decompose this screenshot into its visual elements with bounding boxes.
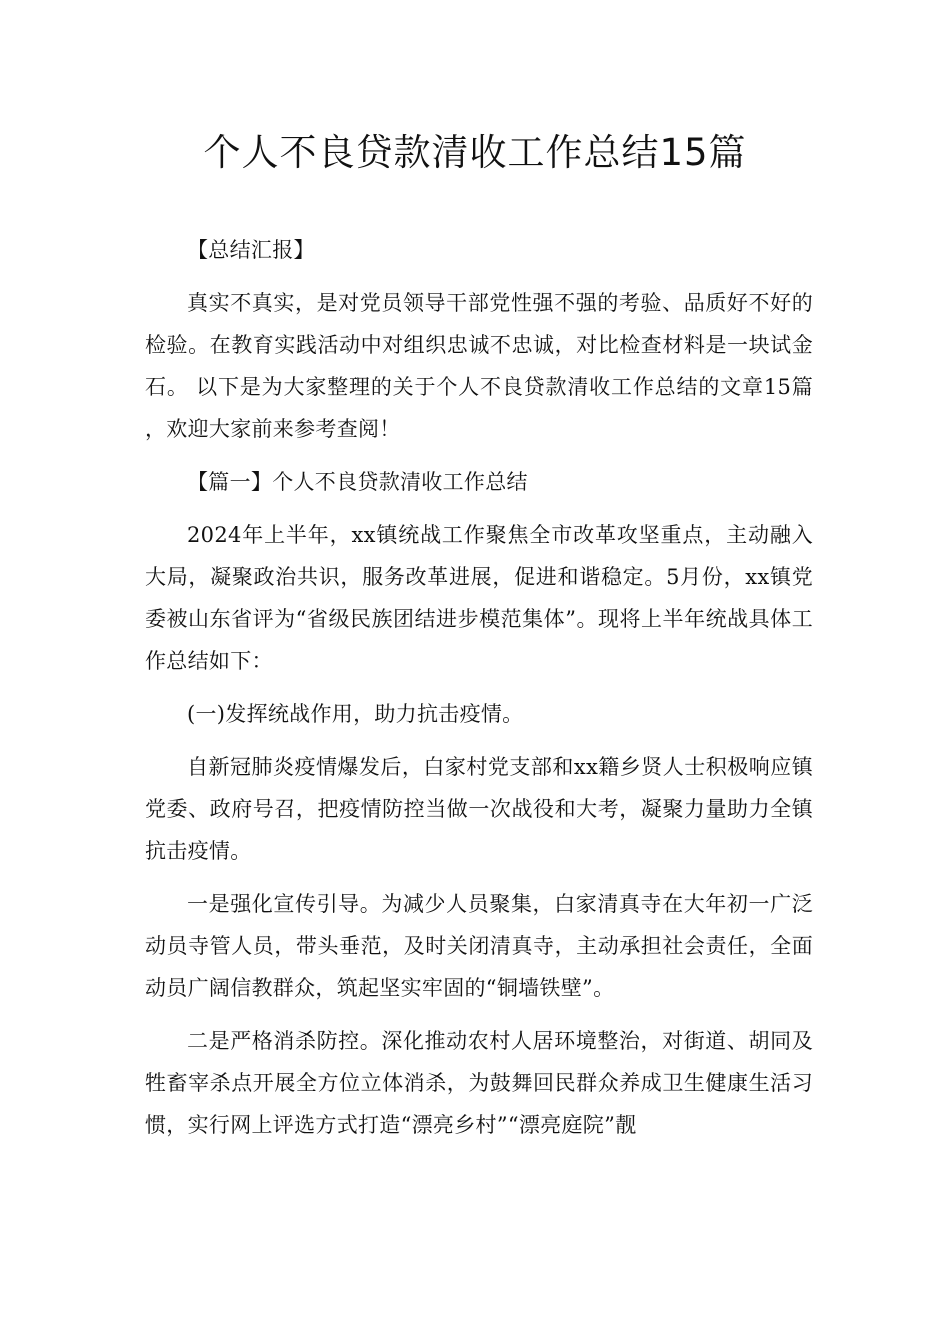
body-paragraph: 一是强化宣传引导。为减少人员聚集，白家清真寺在大年初一广泛动员寺管人员，带头垂范，及时关闭清真寺，主动承担社会责任，全面动员广阔信教群众，筑起坚实牢固的“铜墙铁壁”。 [145, 892, 813, 1000]
document-body [145, 229, 813, 1146]
document-title: 个人不良贷款清收工作总结15篇 [203, 131, 747, 174]
intro-paragraph: 真实不真实，是对党员领导干部党性强不强的考验、品质好不好的检验。在教育实践活动中对组织忠诚不忠诚，对比检查材料是一块试金石。 以下是为大家整理的关于个人不良贷款清收工作总结的文章15篇 ，欢迎大家前来参考查阅！ [145, 291, 813, 441]
body-paragraph: 二是严格消杀防控。深化推动农村人居环境整治，对街道、胡同及牲畜宰杀点开展全方位立体消杀，为鼓舞回民群众养成卫生健康生活习惯，实行网上评选方式打造“漂亮乡村”“漂亮庭院”靓 [145, 1029, 813, 1137]
body-paragraph: 自新冠肺炎疫情爆发后，白家村党支部和xx籍乡贤人士积极响应镇党委、政府号召，把疫情防控当做一次战役和大考，凝聚力量助力全镇抗击疫情。 [145, 755, 813, 863]
body-paragraph: 2024年上半年，xx镇统战工作聚焦全市改革攻坚重点，主动融入大局，凝聚政治共识，服务改革进展，促进和谐稳定。5月份，xx镇党委被山东省评为“省级民族团结进步模范集体”。现将上半年统战具体工作总结如下： [145, 523, 813, 673]
section-tag: 【总结汇报】 [187, 238, 315, 262]
subsection-heading: (一)发挥统战作用，助力抗击疫情。 [187, 702, 524, 726]
chapter-heading: 【篇一】个人不良贷款清收工作总结 [187, 470, 528, 494]
